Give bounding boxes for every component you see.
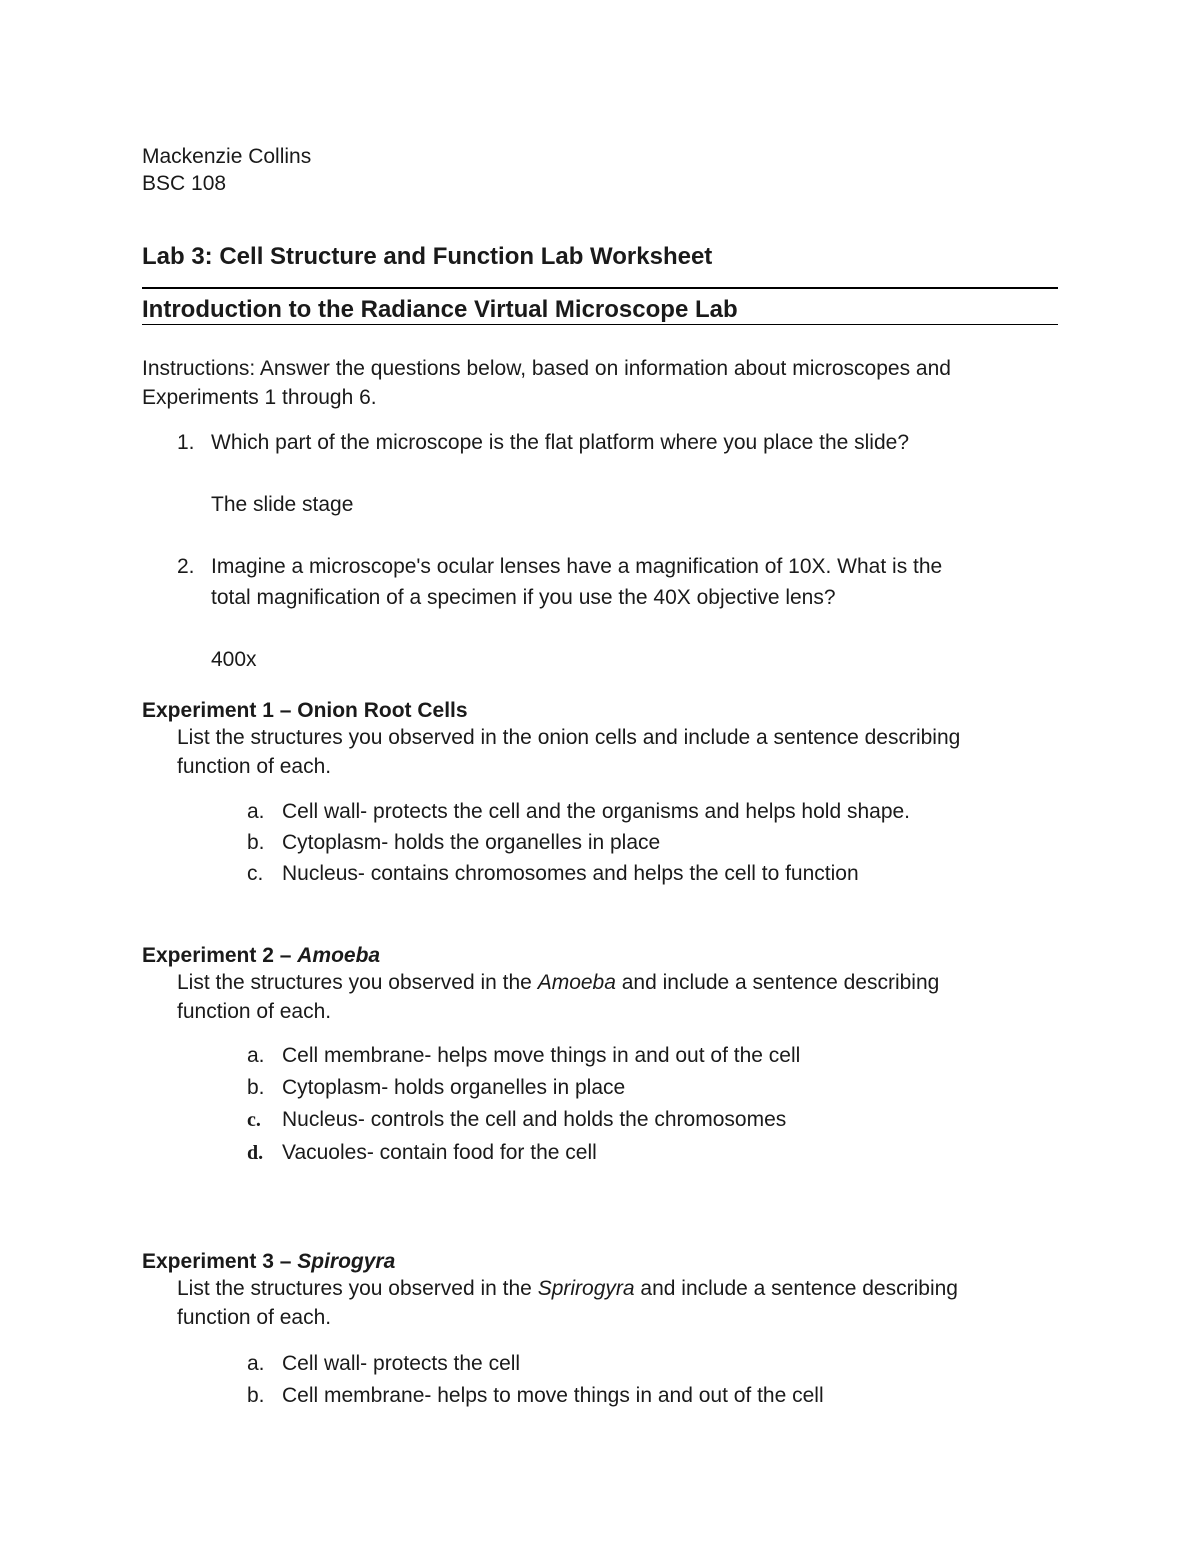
experiment-description-line: function of each.	[177, 754, 332, 778]
list-item: Vacuoles- contain food for the cell	[282, 1141, 597, 1164]
list-item: Cytoplasm- holds organelles in place	[282, 1076, 626, 1099]
experiment-heading-organism: Amoeba	[297, 944, 381, 967]
question-text: total magnification of a specimen if you use the 40X objective lens?	[211, 586, 836, 609]
list-marker: c.	[247, 1109, 261, 1131]
experiment-heading-text: Experiment 2 –	[142, 944, 298, 967]
list-marker: a.	[247, 800, 265, 823]
list-marker: b.	[247, 1384, 265, 1407]
experiment-description-line: function of each.	[177, 1305, 332, 1329]
experiment-description-line: List the structures you observed in the Sprirogyra and include a sentence describing	[177, 1277, 958, 1300]
list-marker: a.	[247, 1044, 265, 1067]
list-marker: d.	[247, 1142, 264, 1164]
question-answer: 400x	[211, 648, 257, 671]
question-number: 2.	[177, 555, 195, 578]
experiment-heading-text: Experiment 1 – Onion Root Cells	[142, 699, 468, 722]
experiment-description-line: List the structures you observed in the Amoeba and include a sentence describing	[177, 971, 940, 994]
instructions-line: Instructions: Answer the questions below, based on information about microscopes and	[142, 357, 951, 380]
experiment-description-line: List the structures you observed in the onion cells and include a sentence describing	[177, 726, 961, 749]
list-marker: a.	[247, 1352, 265, 1375]
question-answer: The slide stage	[211, 493, 354, 516]
organism-name: Sprirogyra	[537, 1277, 635, 1300]
experiment-description	[177, 969, 939, 1026]
experiment-description	[177, 1275, 958, 1332]
section-heading: Introduction to the Radiance Virtual Microscope Lab	[142, 296, 738, 323]
experiment-heading	[142, 1248, 395, 1276]
organism-name: Amoeba	[537, 971, 616, 994]
question-number: 1.	[177, 431, 195, 454]
section-divider	[142, 324, 1058, 325]
list-item: Cell membrane- helps to move things in and out of the cell	[282, 1384, 824, 1407]
list-item: Nucleus- contains chromosomes and helps the cell to function	[282, 862, 859, 885]
list-item: Cell wall- protects the cell	[282, 1352, 521, 1375]
list-item: Cell membrane- helps move things in and out of the cell	[282, 1044, 801, 1067]
question-text: Imagine a microscope's ocular lenses have a magnification of 10X. What is the	[211, 555, 943, 578]
list-item: Nucleus- controls the cell and holds the chromosomes	[282, 1108, 787, 1131]
experiment-heading	[142, 697, 468, 725]
author-name: Mackenzie Collins	[142, 145, 312, 168]
worksheet-title: Lab 3: Cell Structure and Function Lab Worksheet	[142, 243, 713, 270]
course-code: BSC 108	[142, 172, 227, 195]
experiment-heading	[142, 942, 380, 970]
experiment-description	[177, 724, 960, 781]
experiment-description-line: function of each.	[177, 999, 332, 1023]
experiment-heading-organism: Spirogyra	[297, 1250, 396, 1273]
instructions-line: Experiments 1 through 6.	[142, 385, 377, 409]
list-item: Cytoplasm- holds the organelles in place	[282, 831, 661, 854]
instructions	[142, 355, 951, 412]
list-marker: b.	[247, 831, 265, 854]
title-divider	[142, 287, 1058, 289]
experiment-heading-text: Experiment 3 –	[142, 1250, 298, 1273]
list-marker: b.	[247, 1076, 265, 1099]
question-text: Which part of the microscope is the flat platform where you place the slide?	[211, 431, 910, 454]
list-marker: c.	[247, 862, 264, 885]
list-item: Cell wall- protects the cell and the organisms and helps hold shape.	[282, 800, 911, 823]
